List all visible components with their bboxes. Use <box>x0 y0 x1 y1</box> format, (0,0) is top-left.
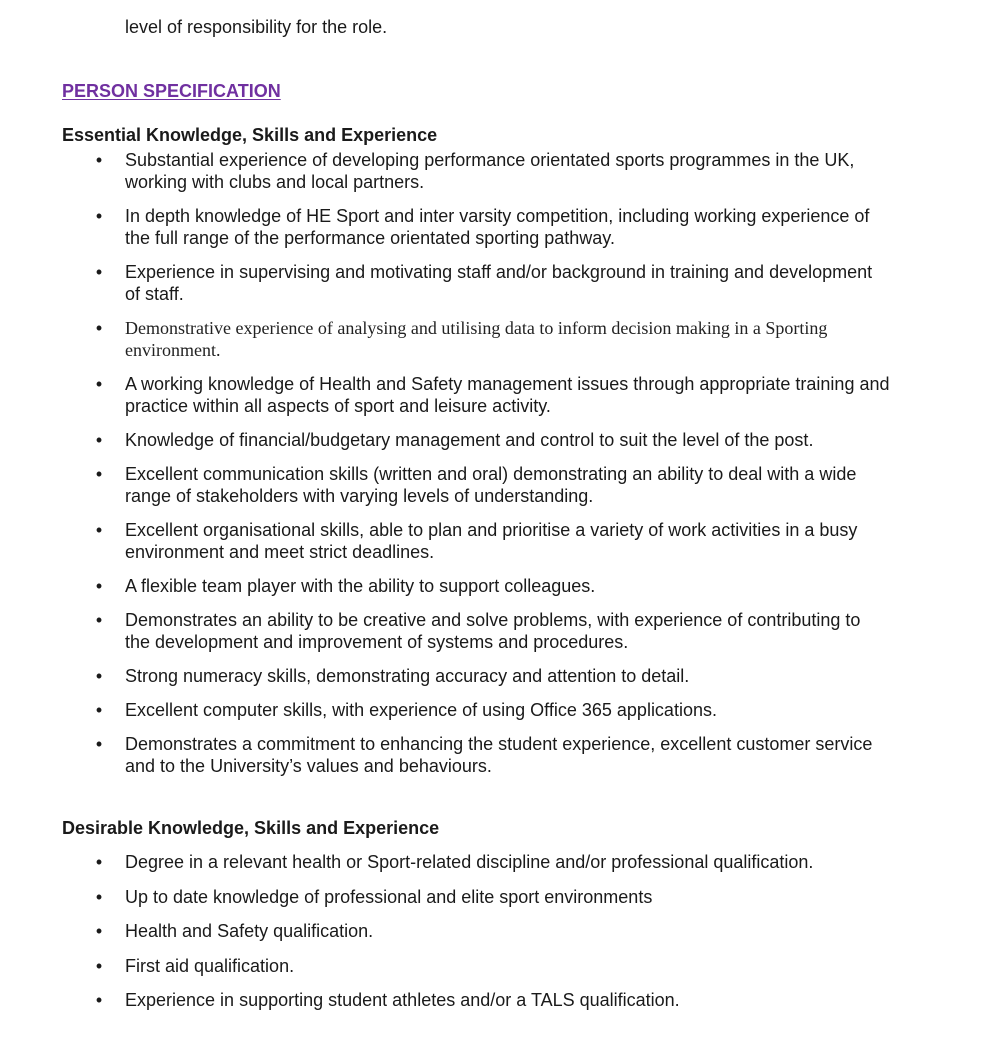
list-item <box>0 519 890 563</box>
bullet-icon: • <box>95 666 103 686</box>
list-item <box>0 261 890 305</box>
list-item <box>0 989 890 1011</box>
essential-list <box>0 149 900 789</box>
bullet-icon: • <box>95 886 103 907</box>
list-item-text: Demonstrates a commitment to enhancing the student experience, excellent customer service and to the University’s values and behaviours. <box>125 734 873 776</box>
list-item <box>0 665 890 687</box>
bullet-icon: • <box>95 700 103 720</box>
list-item <box>0 429 890 451</box>
bullet-icon: • <box>95 520 103 540</box>
list-item <box>0 851 890 873</box>
list-item-text: Knowledge of financial/budgetary management and control to suit the level of the post. <box>125 430 814 450</box>
bullet-icon: • <box>95 150 103 170</box>
bullet-icon: • <box>95 610 103 630</box>
list-item-text: In depth knowledge of HE Sport and inter varsity competition, including working experience of the full range of the performance orientated sporting pathway. <box>125 206 870 248</box>
bullet-icon: • <box>95 374 103 394</box>
bullet-icon: • <box>95 464 103 484</box>
list-item <box>0 373 890 417</box>
list-item <box>0 317 890 361</box>
desirable-heading: Desirable Knowledge, Skills and Experience <box>62 818 440 838</box>
list-item-text: Demonstrative experience of analysing and utilising data to inform decision making in a Sporting environment. <box>125 318 828 360</box>
bullet-icon: • <box>95 852 103 872</box>
list-item-text: A working knowledge of Health and Safety management issues through appropriate training and practice within all aspects of sport and leisure activity. <box>125 374 890 416</box>
list-item-text: Experience in supporting student athletes and/or a TALS qualification. <box>125 990 680 1010</box>
bullet-icon: • <box>95 921 103 941</box>
bullet-icon: • <box>95 430 103 450</box>
list-item-text: Excellent organisational skills, able to plan and prioritise a variety of work activities in a busy environment and meet strict deadlines. <box>125 520 858 562</box>
list-item <box>0 575 890 597</box>
bullet-icon: • <box>95 318 103 338</box>
section-title: PERSON SPECIFICATION <box>62 81 281 101</box>
list-item <box>0 699 890 721</box>
bullet-icon: • <box>95 990 103 1010</box>
list-item-text: Excellent computer skills, with experience of using Office 365 applications. <box>125 700 717 720</box>
list-item-text: First aid qualification. <box>125 955 295 976</box>
list-item-text: Up to date knowledge of professional and elite sport environments <box>125 886 653 907</box>
list-item-text: Degree in a relevant health or Sport-related discipline and/or professional qualification. <box>125 852 814 872</box>
bullet-icon: • <box>95 262 103 282</box>
list-item-text: Excellent communication skills (written and oral) demonstrating an ability to deal with a wide range of stakeholders with varying levels of understanding. <box>125 464 857 506</box>
list-item-text: Strong numeracy skills, demonstrating accuracy and attention to detail. <box>125 666 690 686</box>
list-item-text: Experience in supervising and motivating staff and/or background in training and development of staff. <box>125 262 873 304</box>
bullet-icon: • <box>95 206 103 226</box>
intro-text: level of responsibility for the role. <box>125 17 388 37</box>
list-item <box>0 920 890 942</box>
list-item <box>0 733 890 777</box>
essential-heading: Essential Knowledge, Skills and Experience <box>62 125 438 145</box>
list-item-text: A flexible team player with the ability to support colleagues. <box>125 576 596 596</box>
list-item-text: Demonstrates an ability to be creative and solve problems, with experience of contributing to the development and improvement of systems and procedures. <box>125 610 861 652</box>
list-item <box>0 609 890 653</box>
list-item <box>0 955 890 977</box>
list-item <box>0 205 890 249</box>
list-item-text: Substantial experience of developing performance orientated sports programmes in the UK, working with clubs and local partners. <box>125 150 855 192</box>
desirable-list <box>0 851 900 1024</box>
list-item <box>0 886 890 908</box>
bullet-icon: • <box>95 734 103 754</box>
list-item <box>0 463 890 507</box>
bullet-icon: • <box>95 576 103 596</box>
list-item-text: Health and Safety qualification. <box>125 921 374 941</box>
bullet-icon: • <box>95 955 103 976</box>
list-item <box>0 149 890 193</box>
